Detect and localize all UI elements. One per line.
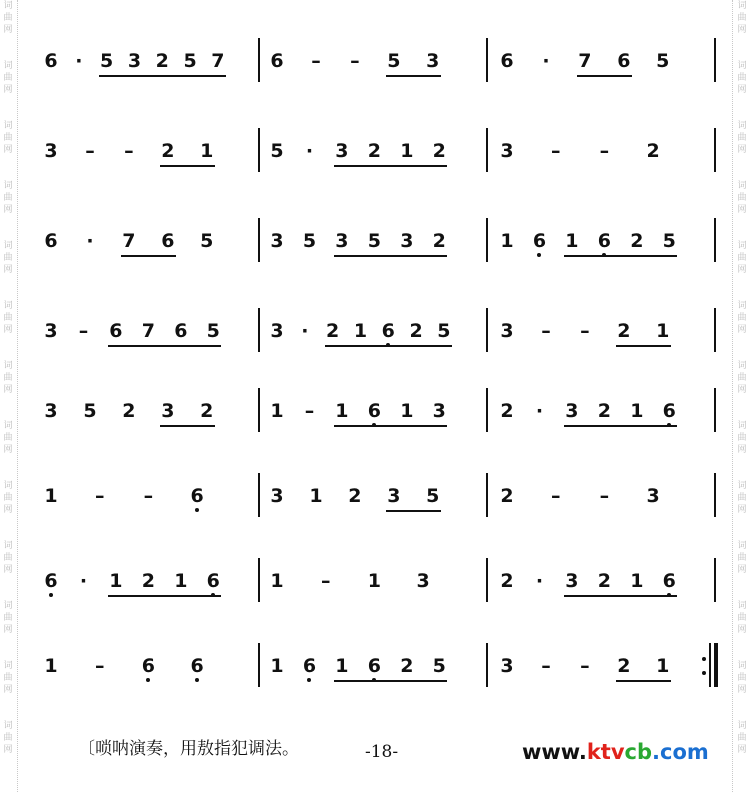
site-www: www. <box>522 740 587 764</box>
watermark-char: 词 <box>3 61 13 71</box>
watermark-char: 曲 <box>737 553 747 563</box>
watermark-char: 曲 <box>737 13 747 23</box>
beam-underline <box>616 345 671 347</box>
note: 5 <box>367 230 381 252</box>
note: 5 <box>662 230 676 252</box>
beam-underline <box>334 425 447 427</box>
watermark-char: 网 <box>3 385 13 395</box>
watermark-char: 词 <box>737 181 747 191</box>
watermark-char: 曲 <box>737 493 747 503</box>
dash-note: – <box>320 570 331 592</box>
note: 6 <box>379 320 397 342</box>
dash-note: – <box>85 140 95 162</box>
score-line <box>0 320 750 370</box>
bar-line <box>714 308 716 352</box>
watermark-char: 曲 <box>3 73 13 83</box>
note: 2 <box>155 50 169 72</box>
note: 3 <box>565 570 579 592</box>
dash-note: – <box>94 655 105 677</box>
watermark-char: 网 <box>3 745 13 755</box>
watermark-char: 曲 <box>3 613 13 623</box>
bar-line <box>258 128 260 172</box>
watermark-char: 网 <box>737 265 747 275</box>
watermark-char: 网 <box>737 205 747 215</box>
bar-line <box>258 388 260 432</box>
note: 1 <box>335 655 349 677</box>
note: 2 <box>646 140 660 162</box>
note: 5 <box>426 485 440 507</box>
beam-underline <box>325 345 452 347</box>
repeat-dot <box>702 657 706 661</box>
watermark-char: 曲 <box>737 193 747 203</box>
watermark-char: 网 <box>737 745 747 755</box>
score-line <box>0 140 750 190</box>
watermark-char: 网 <box>737 325 747 335</box>
note: 2 <box>200 400 214 422</box>
note: 3 <box>44 140 58 162</box>
note: 7 <box>141 320 155 342</box>
watermark-char: 词 <box>737 61 747 71</box>
note: 3 <box>426 50 440 72</box>
low-octave-dot <box>146 678 150 682</box>
watermark-char: 词 <box>737 721 747 731</box>
score-line <box>0 485 750 535</box>
bar-line <box>486 308 488 352</box>
note: 1 <box>500 230 514 252</box>
beam-underline <box>386 510 441 512</box>
site-cb: cb <box>624 740 653 764</box>
watermark-char: 曲 <box>3 133 13 143</box>
note: 5 <box>656 50 670 72</box>
note: 1 <box>400 400 414 422</box>
watermark-char: 词 <box>737 301 747 311</box>
note: 5 <box>387 50 401 72</box>
watermark-char: 曲 <box>3 673 13 683</box>
note: 2 <box>141 570 155 592</box>
bar-line <box>714 643 718 687</box>
note: 7 <box>122 230 136 252</box>
watermark-char: 曲 <box>3 253 13 263</box>
note: 3 <box>44 320 58 342</box>
note: 5 <box>100 50 114 72</box>
note: 1 <box>353 320 368 342</box>
note: 1 <box>367 570 381 592</box>
note: 1 <box>630 570 644 592</box>
beam-underline <box>160 425 215 427</box>
site-com: .com <box>652 740 709 764</box>
dash-note: – <box>580 320 590 342</box>
watermark-char: 网 <box>3 25 13 35</box>
note: 6 <box>44 50 58 72</box>
note: 6 <box>204 570 222 592</box>
beam-underline <box>160 165 215 167</box>
note: 3 <box>335 140 349 162</box>
watermark-char: 曲 <box>737 313 747 323</box>
watermark-char: 曲 <box>737 673 747 683</box>
note: 3 <box>270 320 284 342</box>
beam-underline <box>108 595 221 597</box>
watermark-char: 网 <box>3 85 13 95</box>
watermark-char: 词 <box>3 421 13 431</box>
dot-note: · <box>542 50 550 72</box>
note: 3 <box>270 230 284 252</box>
watermark-char: 曲 <box>3 553 13 563</box>
dot-note: · <box>305 140 314 162</box>
note: 2 <box>326 320 340 342</box>
dash-note: – <box>550 140 561 162</box>
bar-line <box>714 558 716 602</box>
dash-note: – <box>541 320 551 342</box>
watermark-char: 词 <box>737 361 747 371</box>
note: 3 <box>500 320 514 342</box>
note: 6 <box>617 50 631 72</box>
beam-underline <box>108 345 221 347</box>
dot-note: · <box>79 570 88 592</box>
note: 1 <box>109 570 123 592</box>
note: 5 <box>302 230 317 252</box>
note: 6 <box>161 230 175 252</box>
score-line <box>0 570 750 620</box>
bar-line <box>258 643 260 687</box>
note: 2 <box>500 400 514 422</box>
note: 3 <box>500 140 514 162</box>
note: 6 <box>174 320 188 342</box>
bar-line <box>486 128 488 172</box>
bar-line <box>714 38 716 82</box>
dot-note: · <box>535 570 544 592</box>
dot-note: · <box>535 400 544 422</box>
watermark-char: 曲 <box>3 433 13 443</box>
watermark-char: 曲 <box>3 193 13 203</box>
beam-underline <box>386 75 441 77</box>
note: 3 <box>500 655 514 677</box>
bar-line <box>714 388 716 432</box>
low-octave-dot <box>537 253 541 257</box>
watermark-char: 曲 <box>3 733 13 743</box>
note: 6 <box>109 320 123 342</box>
dash-note: – <box>599 485 610 507</box>
note: 2 <box>630 230 644 252</box>
watermark-char: 网 <box>3 625 13 635</box>
note: 2 <box>367 140 381 162</box>
watermark-char: 曲 <box>3 13 13 23</box>
note: 6 <box>660 400 678 422</box>
watermark-char: 网 <box>737 85 747 95</box>
bar-line <box>258 38 260 82</box>
dot-note: · <box>301 320 309 342</box>
note: 3 <box>161 400 175 422</box>
note: 1 <box>565 230 579 252</box>
note: 1 <box>174 570 188 592</box>
low-octave-dot <box>49 593 53 597</box>
watermark-char: 曲 <box>737 133 747 143</box>
site-logo[interactable] <box>522 740 709 764</box>
note: 7 <box>578 50 592 72</box>
watermark-char: 曲 <box>3 313 13 323</box>
dash-note: – <box>143 485 154 507</box>
bar-line <box>486 473 488 517</box>
dash-note: – <box>350 50 360 72</box>
note: 2 <box>500 570 514 592</box>
score-line <box>0 50 750 100</box>
dash-note: – <box>580 655 590 677</box>
watermark-char: 网 <box>3 685 13 695</box>
note: 2 <box>597 400 611 422</box>
low-octave-dot <box>307 678 311 682</box>
watermark-char: 曲 <box>737 373 747 383</box>
note: 5 <box>83 400 97 422</box>
watermark-char: 曲 <box>3 493 13 503</box>
note: 1 <box>200 140 214 162</box>
note: 1 <box>270 400 284 422</box>
note: 6 <box>42 570 60 592</box>
page-number: -18- <box>365 742 399 762</box>
note: 6 <box>188 485 206 507</box>
score-line <box>0 230 750 280</box>
note: 1 <box>309 485 323 507</box>
note: 3 <box>387 485 401 507</box>
site-ktv: ktv <box>586 740 625 764</box>
dash-note: – <box>78 320 89 342</box>
watermark-char: 网 <box>3 445 13 455</box>
note: 3 <box>127 50 142 72</box>
beam-underline <box>334 255 447 257</box>
footnote: 〔唢呐演奏，用敖指犯调法。 <box>78 739 299 759</box>
bar-line <box>714 218 716 262</box>
beam-underline <box>577 75 632 77</box>
note: 6 <box>530 230 548 252</box>
note: 3 <box>335 230 349 252</box>
beam-underline <box>564 595 677 597</box>
watermark-char: 词 <box>737 481 747 491</box>
dash-note: – <box>599 140 610 162</box>
note: 3 <box>646 485 660 507</box>
watermark-char: 词 <box>3 1 13 11</box>
beam-underline <box>334 680 447 682</box>
watermark-char: 词 <box>3 181 13 191</box>
bar-line <box>486 388 488 432</box>
bar-line <box>714 128 716 172</box>
bar-line <box>486 643 488 687</box>
watermark-char: 词 <box>3 541 13 551</box>
watermark-char: 网 <box>737 25 747 35</box>
dot-note: · <box>75 50 83 72</box>
watermark-char: 曲 <box>737 73 747 83</box>
note: 3 <box>270 485 284 507</box>
note: 1 <box>270 570 284 592</box>
low-octave-dot <box>195 508 199 512</box>
dash-note: – <box>124 140 134 162</box>
note: 3 <box>432 400 446 422</box>
note: 2 <box>500 485 514 507</box>
bar-line <box>714 473 716 517</box>
note: 5 <box>437 320 451 342</box>
note: 6 <box>139 655 157 677</box>
bar-line <box>258 473 260 517</box>
note: 3 <box>400 230 414 252</box>
beam-underline <box>564 255 677 257</box>
watermark-char: 网 <box>737 685 747 695</box>
watermark-char: 词 <box>3 361 13 371</box>
note: 2 <box>400 655 414 677</box>
bar-line <box>258 218 260 262</box>
beam-underline <box>564 425 677 427</box>
low-octave-dot <box>195 678 199 682</box>
watermark-char: 词 <box>737 601 747 611</box>
beam-underline <box>334 165 447 167</box>
repeat-dot <box>702 671 706 675</box>
note: 6 <box>500 50 514 72</box>
note: 1 <box>630 400 644 422</box>
dash-note: – <box>304 400 315 422</box>
dot-note: · <box>86 230 94 252</box>
repeat-thin-bar <box>709 643 711 687</box>
watermark-char: 网 <box>3 565 13 575</box>
watermark-char: 曲 <box>3 373 13 383</box>
note: 2 <box>409 320 423 342</box>
beam-underline <box>121 255 176 257</box>
dash-note: – <box>311 50 321 72</box>
bar-line <box>258 558 260 602</box>
watermark-char: 网 <box>737 385 747 395</box>
bar-line <box>258 308 260 352</box>
watermark-char: 词 <box>737 661 747 671</box>
watermark-char: 词 <box>737 241 747 251</box>
watermark-char: 词 <box>3 481 13 491</box>
watermark-char: 网 <box>737 625 747 635</box>
note: 6 <box>660 570 678 592</box>
note: 6 <box>188 655 206 677</box>
note: 3 <box>416 570 430 592</box>
note: 2 <box>348 485 362 507</box>
watermark-char: 网 <box>3 145 13 155</box>
dash-note: – <box>94 485 105 507</box>
note: 6 <box>270 50 284 72</box>
note: 1 <box>44 485 58 507</box>
dash-note: – <box>550 485 561 507</box>
note: 3 <box>44 400 58 422</box>
bar-line <box>486 38 488 82</box>
watermark-char: 词 <box>3 301 13 311</box>
bar-line <box>486 558 488 602</box>
beam-underline <box>99 75 226 77</box>
score-line <box>0 400 750 450</box>
watermark-char: 网 <box>3 325 13 335</box>
note: 5 <box>432 655 446 677</box>
watermark-char: 曲 <box>737 613 747 623</box>
watermark-char: 网 <box>737 445 747 455</box>
note: 1 <box>335 400 349 422</box>
note: 1 <box>656 320 670 342</box>
note: 6 <box>44 230 58 252</box>
note: 2 <box>432 230 446 252</box>
score-line <box>0 655 750 705</box>
note: 2 <box>122 400 136 422</box>
watermark-char: 曲 <box>737 433 747 443</box>
note: 2 <box>597 570 611 592</box>
watermark-char: 网 <box>737 505 747 515</box>
watermark-char: 词 <box>3 721 13 731</box>
note: 1 <box>44 655 58 677</box>
note: 3 <box>565 400 579 422</box>
bar-line <box>486 218 488 262</box>
watermark-char: 词 <box>3 121 13 131</box>
beam-underline <box>616 680 671 682</box>
note: 6 <box>365 400 383 422</box>
watermark-char: 网 <box>737 565 747 575</box>
watermark-char: 词 <box>3 241 13 251</box>
note: 2 <box>161 140 175 162</box>
note: 5 <box>200 230 214 252</box>
watermark-char: 词 <box>737 1 747 11</box>
watermark-char: 词 <box>737 541 747 551</box>
watermark-char: 网 <box>3 265 13 275</box>
watermark-char: 词 <box>3 661 13 671</box>
watermark-char: 网 <box>3 505 13 515</box>
watermark-char: 曲 <box>737 253 747 263</box>
watermark-char: 词 <box>737 121 747 131</box>
note: 2 <box>617 655 631 677</box>
dash-note: – <box>541 655 551 677</box>
note: 1 <box>656 655 670 677</box>
note: 5 <box>206 320 220 342</box>
note: 6 <box>365 655 383 677</box>
watermark-char: 网 <box>3 205 13 215</box>
watermark-char: 词 <box>737 421 747 431</box>
watermark-char: 词 <box>3 601 13 611</box>
note: 1 <box>400 140 414 162</box>
note: 2 <box>432 140 446 162</box>
watermark-char: 网 <box>737 145 747 155</box>
note: 5 <box>270 140 284 162</box>
note: 7 <box>211 50 225 72</box>
note: 6 <box>300 655 318 677</box>
note: 2 <box>617 320 631 342</box>
note: 1 <box>270 655 284 677</box>
note: 5 <box>183 50 197 72</box>
note: 6 <box>595 230 613 252</box>
watermark-char: 曲 <box>737 733 747 743</box>
